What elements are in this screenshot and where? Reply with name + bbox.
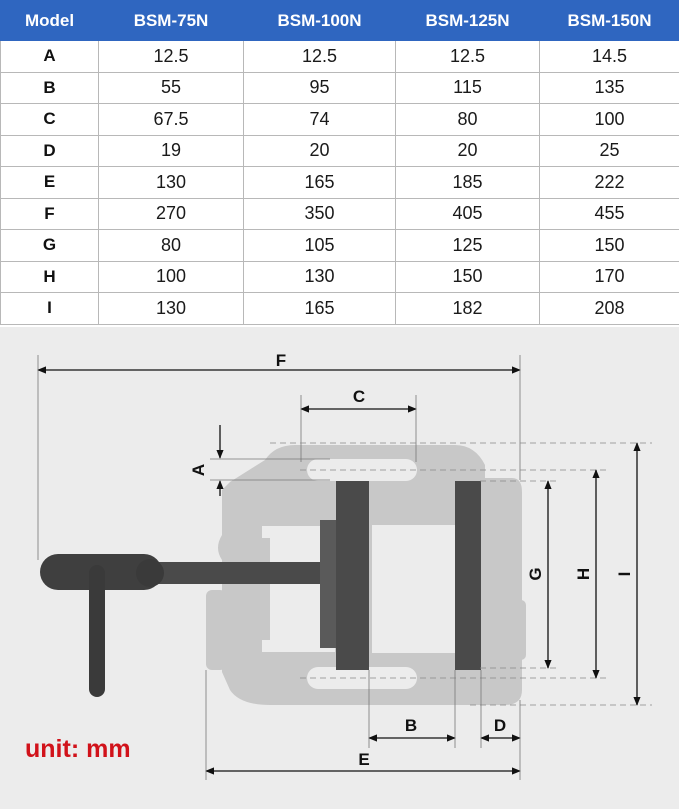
table-cell: 20 xyxy=(396,135,540,167)
table-cell: 12.5 xyxy=(244,41,396,73)
table-row xyxy=(1,198,679,230)
table-cell: 67.5 xyxy=(99,104,244,136)
table-cell: 130 xyxy=(99,167,244,199)
table-cell: 20 xyxy=(244,135,396,167)
row-label: D xyxy=(1,135,99,167)
table-cell: 170 xyxy=(540,261,679,293)
dim-label-e: E xyxy=(358,750,370,769)
table-row xyxy=(1,261,679,293)
table-cell: 182 xyxy=(396,293,540,325)
table-cell: 19 xyxy=(99,135,244,167)
header-bsm-75n: BSM-75N xyxy=(99,1,244,41)
row-label: E xyxy=(1,167,99,199)
header-bsm-150n: BSM-150N xyxy=(540,1,679,41)
table-row xyxy=(1,72,679,104)
table-cell: 150 xyxy=(540,230,679,262)
dim-label-a: A xyxy=(189,463,208,477)
lead-screw xyxy=(150,562,328,584)
vise-flange-right xyxy=(512,600,526,660)
dim-label-d: D xyxy=(493,716,507,735)
table-cell: 100 xyxy=(99,261,244,293)
table-cell: 165 xyxy=(244,293,396,325)
handle-lever xyxy=(89,565,105,697)
row-label: I xyxy=(1,293,99,325)
table-cell: 115 xyxy=(396,72,540,104)
vise-center-opening xyxy=(372,525,456,653)
table-cell: 12.5 xyxy=(99,41,244,73)
vise-flange-left xyxy=(206,590,226,670)
row-label: C xyxy=(1,104,99,136)
table-cell: 350 xyxy=(244,198,396,230)
row-label: G xyxy=(1,230,99,262)
dim-label-g: G xyxy=(526,567,545,581)
header-model: Model xyxy=(1,1,99,41)
table-cell: 105 xyxy=(244,230,396,262)
table-cell: 405 xyxy=(396,198,540,230)
table-cell: 208 xyxy=(540,293,679,325)
table-cell: 12.5 xyxy=(396,41,540,73)
dim-label-c: C xyxy=(352,387,366,406)
dim-label-i: I xyxy=(615,571,634,577)
table-cell: 14.5 xyxy=(540,41,679,73)
table-cell: 130 xyxy=(99,293,244,325)
row-label: B xyxy=(1,72,99,104)
table-cell: 185 xyxy=(396,167,540,199)
table-cell: 270 xyxy=(99,198,244,230)
table-row xyxy=(1,167,679,199)
table-cell: 455 xyxy=(540,198,679,230)
movable-jaw xyxy=(336,481,369,670)
unit-label: unit: mm xyxy=(25,735,131,763)
header-bsm-125n: BSM-125N xyxy=(396,1,540,41)
table-cell: 135 xyxy=(540,72,679,104)
table-cell: 74 xyxy=(244,104,396,136)
handle-knob xyxy=(136,559,164,587)
spec-table xyxy=(0,0,679,325)
table-cell: 80 xyxy=(99,230,244,262)
table-cell: 150 xyxy=(396,261,540,293)
table-cell: 55 xyxy=(99,72,244,104)
table-cell: 25 xyxy=(540,135,679,167)
table-row xyxy=(1,230,679,262)
fixed-jaw xyxy=(455,481,481,670)
table-cell: 125 xyxy=(396,230,540,262)
row-label: A xyxy=(1,41,99,73)
table-cell: 95 xyxy=(244,72,396,104)
table-cell: 100 xyxy=(540,104,679,136)
dim-label-b: B xyxy=(404,716,418,735)
table-cell: 130 xyxy=(244,261,396,293)
table-row xyxy=(1,104,679,136)
row-label: H xyxy=(1,261,99,293)
table-cell: 165 xyxy=(244,167,396,199)
table-row xyxy=(1,135,679,167)
movable-jaw-plate xyxy=(320,520,338,648)
dim-label-h: H xyxy=(574,567,593,581)
row-label: F xyxy=(1,198,99,230)
header-row xyxy=(1,1,679,41)
table-row xyxy=(1,41,679,73)
dim-label-f: F xyxy=(275,351,287,370)
table-row xyxy=(1,293,679,325)
table-cell: 222 xyxy=(540,167,679,199)
header-bsm-100n: BSM-100N xyxy=(244,1,396,41)
table-cell: 80 xyxy=(396,104,540,136)
